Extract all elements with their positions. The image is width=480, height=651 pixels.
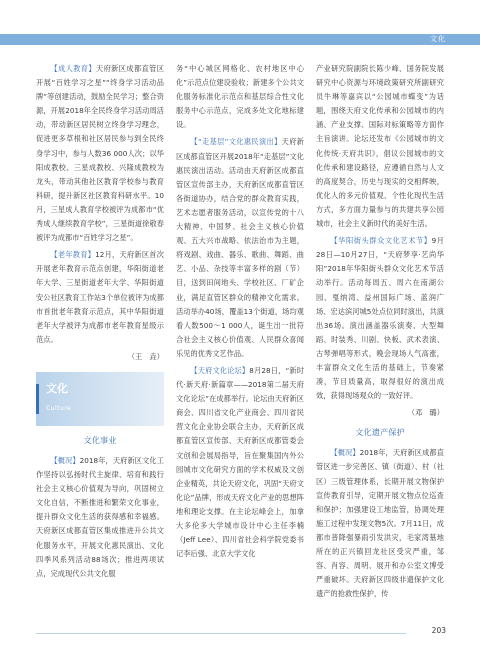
footer-rule [36,633,406,634]
culture-overview-text: 2018年，天府新区文化工作坚持以弘扬时代主旋律、培育和践行社会主义核心价值观为导向，巩固树立文化自信，不断推进和繁荣文化事业，提升群众文化生活的获得感和幸福感。天府新区成都直管区集成推进升公共文化服务水平，开展文化惠民演出、文化四季风系列活动88场次；推进两项试点，完成现代公共文化服 [36,455,164,578]
section-label: 文化 [430,35,446,43]
heritage-overview-text: 2018年，天府新区成都直管区进一步完善区、镇（街道）、村（社区）三级管理体系，长期开展文物保护宣传教育引导，定期开展文物点位巡查和保护；加强建设工地监管，协调处理施工过程中发现文物5次。7月11日，成都市普降强暴雨引发洪灾，毛家湾墓地所在的正兴镇回龙社区受灾严重，邹容、肖容、周明、展开和办公室文博受严重破坏。天府新区四级非遗保护文化遗产的抢救性保护，传 [316,448,444,599]
street-festival-tag: 【华阳街头群众文化艺术节】 [330,236,432,246]
culture-section-banner [36,372,164,426]
grassroots-text: 天府新区成都直管区开展2018年“走基层”文化惠民演出活动。活动由天府新区成都直管区宣传部主办，天府新区成都直管区各街道协办，结合党的群众教育实践，艺术志愿者服务活动，以宣传党的十八大精神、中国梦、社会主义核心价值观、五大兴市战略、依法治市为主题，将戏剧、戏曲、器乐、歌曲、舞蹈、曲艺、小品、杂技等丰富多样的剧（节）目，送到田间地头、学校社区、厂矿企业，满足直管区群众的精神文化需求。活动举办40场，覆盖13个街道，场均观看人数500～1 000人，诞生出一批符合社会主义核心价值观、人民群众喜闻乐见的优秀文艺作品。 [176,137,304,358]
grassroots-performance-paragraph [176,135,304,361]
culture-title-cn: 文化 [46,381,69,395]
cultural-affairs-heading: 文化事业 [83,434,117,445]
page-number: 203 [431,626,446,635]
banner-accent-bar [36,384,39,414]
adult-education-paragraph [36,62,164,245]
adult-education-text: 天府新区成都直管区开展“百姓学习之星”“终身学习活动品牌”等创建活动，鼓励全民学习；整合资源，开展2018年全民终身学习活动周活动，带动新区居民树立终身学习理念，促进更多草根和社区居民参与到全民终身学习中，参与人数36 000人次；以华阳成教校、三星成教校、兴隆成教校为龙头，带动其他社区教育学校参与教育科研，提升新区社区教育科研水平。10月，三星成人教育学校被评为成都市“优秀成人继续教育学校”，三星街道徐敬春被评为成都市“百姓学习之星”。 [36,64,164,243]
street-festival-text: 9月28日—10月27日，“天府梦享·艺尚华阳”2018年华阳街头群众文化艺术节活动举行。活动每周五、周六在南湖公园、戛纳湾、益州国际广场、蓝润广场、宏达滨河城5处点位同时演出，共演出36场。演出涵盖器乐演奏、大型舞蹈、时装秀、川剧、快板、武术表演、古琴弹唱等形式，晚会现场人气高涨，丰富群众文化生活的基础上，节奏紧凑，节目质量高，取得很好的演出成效，获得现场观众的一致好评。 [316,236,444,401]
culture-title-en: Culture [46,404,72,412]
heritage-overview-paragraph [316,446,444,601]
continued-text-3: 产业研究院副院长陈少峰、国务院发展研究中心资源与环境政策研究所副研究员牛琳等嘉宾以“公园城市蝶变”为话题，围绕天府文化传承和公园城市的内涵、产业支撑、国际对标策略等方面作主旨演讲。论坛还发布《公园城市的文化传统·天府共识》，倡议公园城市的文化传承和建设路径，应遵循自然与人文的高度契合，历史与现实的交相辉映，优化人的多元价值观、个性化现代生活方式，多方面力量参与的共建共享公园城市，社会主义新时代的美好生活。 [316,64,444,229]
grassroots-tag: 【“走基层”文化惠民演出】 [190,137,282,147]
elder-education-tag: 【老年教育】 [50,250,96,260]
column-2 [176,62,304,564]
heritage-overview-tag: 【概况】 [330,448,360,458]
author-credit-1: （王 垚） [127,351,164,361]
heritage-heading: 文化遗产保护 [355,427,405,438]
author-credit-3: （邓 璐） [407,408,444,418]
culture-overview-paragraph [36,454,164,581]
street-festival-paragraph [316,234,444,403]
forum-text: 8月28日，“新时代·新天府·新篇章——2018第二届天府文化论坛”在成都举行。论坛由天府新区商会、四川省文化产业商会、四川省民营文化企业协会联合主办，天府新区成都直管区宣传部、天府新区成都管委会文创和会展局指导，旨在聚集国内外公园城市文化研究方面的学术权威及文创企业精英，共论天府文化，巩固“天府文化论”品牌，形成天府文化产业的思想阵地和理论支撑。在主论坛峰会上，加拿大多伦多大学城市设计中心主任李楠（Jeff Lee）、四川省社会科学院党委书记李后强、北京大学文化 [176,365,304,559]
continued-text: 务“中心城区网格化、农村地区中心化”示范点位建设验收；新建多个公共文化服务标准化示范点和基层综合性文化服务中心示范点，完成多处文化地标建设。 [176,64,304,130]
column-1 [36,62,164,584]
overview-tag: 【概况】 [50,455,80,465]
elder-education-paragraph [36,248,164,347]
forum-tag: 【天府文化论坛】 [190,365,250,375]
elder-education-text: 12月，天府新区首次开展老年教育示范点创建，华阳街道老年大学、三星街道老年大学、华阳街道安公社区教育工作站3个单位被评为成都市首批老年教育示范点，其中华阳街道老年大学被评为成都市老年教育星级示范点。 [36,250,164,344]
forum-paragraph [176,364,304,561]
adult-education-tag: 【成人教育】 [50,64,96,73]
header-bar [0,34,480,45]
column-3 [316,62,444,604]
